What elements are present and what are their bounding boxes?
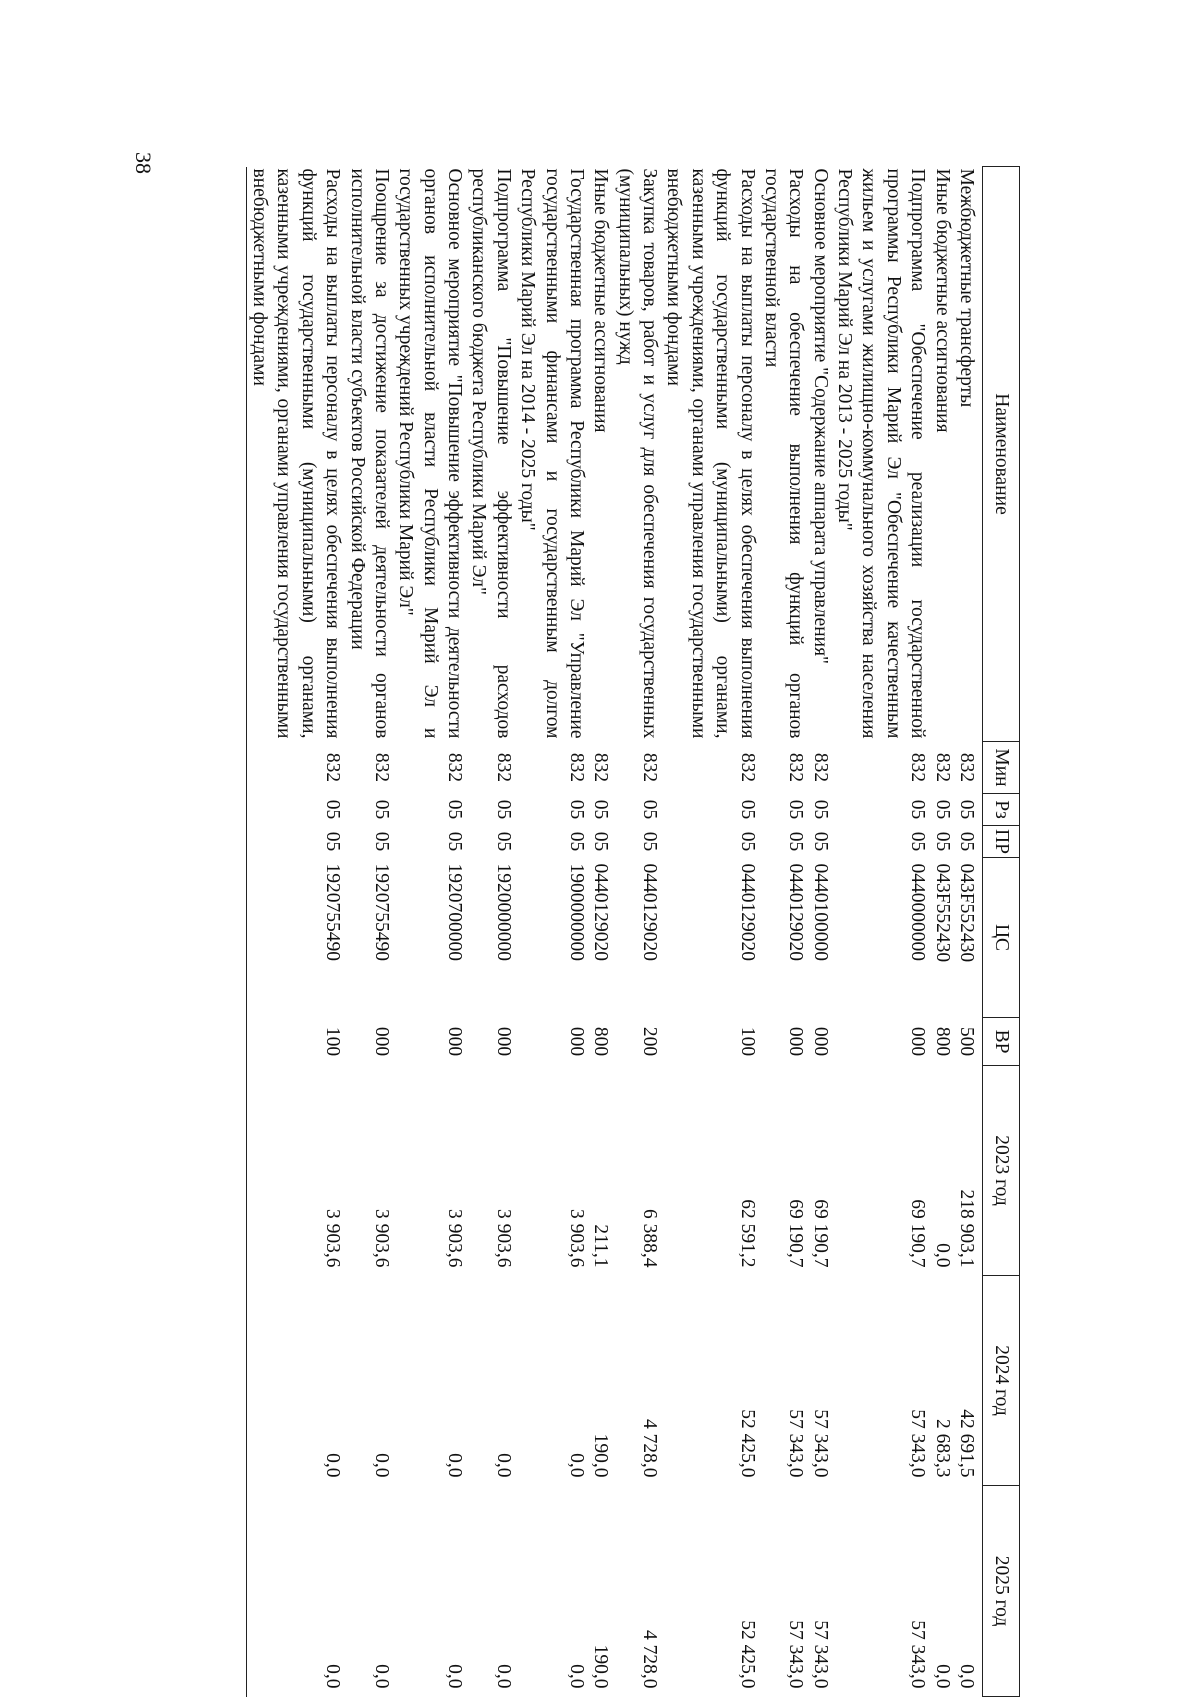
cell-min: 832 xyxy=(956,752,977,783)
cell-cs: 1920755490 xyxy=(246,858,344,1018)
cell-min: 832 xyxy=(736,752,758,783)
cell-2024: 57 343,0 xyxy=(809,1409,831,1478)
cell-2024: 2 683,3 xyxy=(931,1419,953,1478)
cell-2023: 3 903,6 xyxy=(492,1209,514,1268)
header-pr: ПР xyxy=(983,826,1020,858)
cell-name: Государственная программа Республики Марий Эл "Управление государственными финансами и государственным долгом Республики Марий Эл на 2014 - 2025 годы" xyxy=(517,168,587,739)
cell-name: Иные бюджетные ассигнования xyxy=(931,168,953,433)
cell-vr: 500 xyxy=(956,1026,977,1057)
header-cs: ЦС xyxy=(983,858,1020,1018)
header-2023: 2023 год xyxy=(983,1066,1020,1276)
cell-2025: 0,0 xyxy=(492,1664,514,1689)
cell-cs: 1920700000 xyxy=(444,863,466,961)
cell-2024: 0,0 xyxy=(246,1276,344,1486)
table-row xyxy=(661,167,759,1697)
table-row xyxy=(929,167,953,1697)
cell-pr: 05 xyxy=(785,831,807,852)
cell-vr: 000 xyxy=(444,1026,466,1057)
cell-vr: 800 xyxy=(590,1026,612,1057)
cell-name: Расходы на выплаты персоналу в целях обеспечения выполнения функций государственными (муниципальными) органами, казенными учреждениями, органами управления государственными внебюджетными фондами xyxy=(663,168,758,739)
table-row xyxy=(344,167,393,1697)
header-name: Наименование xyxy=(983,167,1020,742)
cell-name: Основное мероприятие "Содержание аппарата управления" xyxy=(809,168,831,665)
cell-2024: 0,0 xyxy=(492,1453,514,1478)
table-row xyxy=(612,167,661,1697)
cell-2025: 57 343,0 xyxy=(809,1620,831,1689)
cell-rz: 05 xyxy=(590,799,612,820)
cell-2023: 3 903,6 xyxy=(444,1209,466,1268)
cell-2025: 4 728,0 xyxy=(639,1630,661,1689)
cell-2025: 57 343,0 xyxy=(907,1620,929,1689)
cell-cs: 0440129020 xyxy=(590,863,612,961)
cell-vr: 100 xyxy=(246,1018,344,1066)
cell-min: 832 xyxy=(907,752,929,783)
table-row xyxy=(954,167,983,1697)
cell-rz: 05 xyxy=(639,799,661,820)
table-header-row xyxy=(983,167,1020,1697)
cell-2023: 69 190,7 xyxy=(907,1199,929,1268)
table-row xyxy=(466,167,515,1697)
cell-cs: 0440000000 xyxy=(907,863,929,961)
cell-cs: 043F552430 xyxy=(931,863,953,963)
cell-2024: 42 691,5 xyxy=(956,1409,977,1478)
table-row xyxy=(759,167,808,1697)
rotated-page-content xyxy=(180,166,1020,1696)
cell-2023: 211,1 xyxy=(590,1224,612,1268)
cell-pr: 05 xyxy=(444,831,466,852)
cell-min: 832 xyxy=(590,752,612,783)
cell-2025: 0,0 xyxy=(566,1664,587,1689)
cell-vr: 000 xyxy=(492,1026,514,1057)
cell-vr: 200 xyxy=(639,1026,661,1057)
cell-min: 832 xyxy=(809,752,831,783)
cell-pr: 05 xyxy=(492,831,514,852)
cell-vr: 100 xyxy=(736,1026,758,1057)
cell-min: 832 xyxy=(492,752,514,783)
cell-2025: 0,0 xyxy=(444,1664,466,1689)
table-row xyxy=(807,167,831,1697)
cell-2023: 3 903,6 xyxy=(246,1066,344,1276)
cell-vr: 000 xyxy=(371,1026,392,1057)
cell-rz: 05 xyxy=(785,799,807,820)
cell-rz: 05 xyxy=(246,794,344,826)
cell-cs: 0440100000 xyxy=(809,863,831,961)
cell-rz: 05 xyxy=(371,799,392,820)
cell-pr: 05 xyxy=(566,831,587,852)
header-2024: 2024 год xyxy=(983,1276,1020,1486)
cell-vr: 000 xyxy=(785,1026,807,1057)
cell-name: Поощрение за достижение показателей деятельности органов исполнительной власти субъектов Российской Федерации xyxy=(346,168,392,739)
cell-name: Иные бюджетные ассигнования xyxy=(590,168,612,433)
cell-name: Расходы на обеспечение выполнения функций органов государственной власти xyxy=(761,168,807,739)
cell-pr: 05 xyxy=(639,831,661,852)
cell-cs: 0440129020 xyxy=(639,863,661,961)
cell-2024: 52 425,0 xyxy=(736,1409,758,1478)
cell-pr: 05 xyxy=(956,831,977,852)
cell-name: Подпрограмма "Повышение эффективности расходов республиканского бюджета Республики Марий Эл" xyxy=(468,168,514,739)
cell-min: 832 xyxy=(639,752,661,783)
cell-2025: 0,0 xyxy=(931,1664,953,1689)
cell-cs: 0440129020 xyxy=(736,863,758,961)
cell-2025: 57 343,0 xyxy=(785,1620,807,1689)
cell-rz: 05 xyxy=(931,799,953,820)
cell-name: Закупка товаров, работ и услуг для обеспечения государственных (муниципальных) нужд xyxy=(614,168,661,739)
cell-name: Межбюджетные трансферты xyxy=(956,168,977,408)
header-2025: 2025 год xyxy=(983,1486,1020,1697)
cell-pr: 05 xyxy=(907,831,929,852)
cell-min: 832 xyxy=(931,752,953,783)
cell-2023: 0,0 xyxy=(931,1243,953,1268)
cell-2024: 57 343,0 xyxy=(907,1409,929,1478)
cell-cs: 0440129020 xyxy=(785,863,807,961)
cell-min: 832 xyxy=(444,752,466,783)
cell-vr: 000 xyxy=(566,1026,587,1057)
cell-cs: 1900000000 xyxy=(566,863,587,961)
cell-2025: 0,0 xyxy=(956,1664,977,1689)
cell-min: 832 xyxy=(246,742,344,794)
page-number: 38 xyxy=(131,152,156,174)
cell-rz: 05 xyxy=(907,799,929,820)
table-row xyxy=(832,167,930,1697)
cell-2025: 0,0 xyxy=(371,1664,392,1689)
table-row xyxy=(588,167,612,1697)
cell-rz: 05 xyxy=(444,799,466,820)
cell-2023: 69 190,7 xyxy=(809,1199,831,1268)
cell-2023: 6 388,4 xyxy=(639,1209,661,1268)
cell-rz: 05 xyxy=(736,799,758,820)
cell-cs: 1920755490 xyxy=(371,863,392,961)
cell-min: 832 xyxy=(566,752,587,783)
cell-min: 832 xyxy=(371,752,392,783)
cell-vr: 800 xyxy=(931,1026,953,1057)
cell-name: Основное мероприятие "Повышение эффективности деятельности органов исполнительной власти Республики Марий Эл и государственных учреждений Республики Марий Эл" xyxy=(395,168,466,739)
cell-rz: 05 xyxy=(566,799,587,820)
cell-2024: 190,0 xyxy=(590,1433,612,1478)
cell-2025: 0,0 xyxy=(246,1486,344,1697)
cell-name: Расходы на выплаты персоналу в целях обеспечения выполнения функций государственными (муниципальными) органами, казенными учреждениями, органами управления государственными внебюджетными фондами xyxy=(246,167,344,742)
cell-2025: 52 425,0 xyxy=(736,1620,758,1689)
cell-vr: 000 xyxy=(809,1026,831,1057)
cell-pr: 05 xyxy=(371,831,392,852)
cell-cs: 043F552430 xyxy=(956,863,977,963)
cell-2023: 62 591,2 xyxy=(736,1199,758,1268)
cell-name: Подпрограмма "Обеспечение реализации государственной программы Республики Марий Эл "Обеспечение качественным жильем и услугами жилищно-коммунального хозяйства населения Республики Марий Эл на 2013 - 2025 годы" xyxy=(834,168,929,739)
cell-2023: 218 903,1 xyxy=(956,1189,977,1268)
header-vr: ВР xyxy=(983,1018,1020,1066)
cell-2023: 69 190,7 xyxy=(785,1199,807,1268)
cell-vr: 000 xyxy=(907,1026,929,1057)
cell-2023: 3 903,6 xyxy=(371,1209,392,1268)
cell-2023: 3 903,6 xyxy=(566,1209,587,1268)
cell-rz: 05 xyxy=(492,799,514,820)
cell-pr: 05 xyxy=(809,831,831,852)
header-min: Мин xyxy=(983,742,1020,794)
cell-2025: 190,0 xyxy=(590,1644,612,1689)
header-rz: Рз xyxy=(983,794,1020,826)
cell-2024: 0,0 xyxy=(566,1453,587,1478)
budget-table xyxy=(246,166,1020,1697)
cell-pr: 05 xyxy=(931,831,953,852)
cell-2024: 57 343,0 xyxy=(785,1409,807,1478)
table-body xyxy=(246,167,982,1697)
table-row xyxy=(393,167,466,1697)
cell-min: 832 xyxy=(785,752,807,783)
cell-cs: 1920000000 xyxy=(492,863,514,961)
cell-2024: 0,0 xyxy=(371,1453,392,1478)
cell-pr: 05 xyxy=(736,831,758,852)
table-row xyxy=(515,167,588,1697)
table-row xyxy=(246,167,344,1697)
cell-pr: 05 xyxy=(246,826,344,858)
cell-pr: 05 xyxy=(590,831,612,852)
cell-2024: 0,0 xyxy=(444,1453,466,1478)
cell-rz: 05 xyxy=(809,799,831,820)
cell-2024: 4 728,0 xyxy=(639,1419,661,1478)
cell-rz: 05 xyxy=(956,799,977,820)
